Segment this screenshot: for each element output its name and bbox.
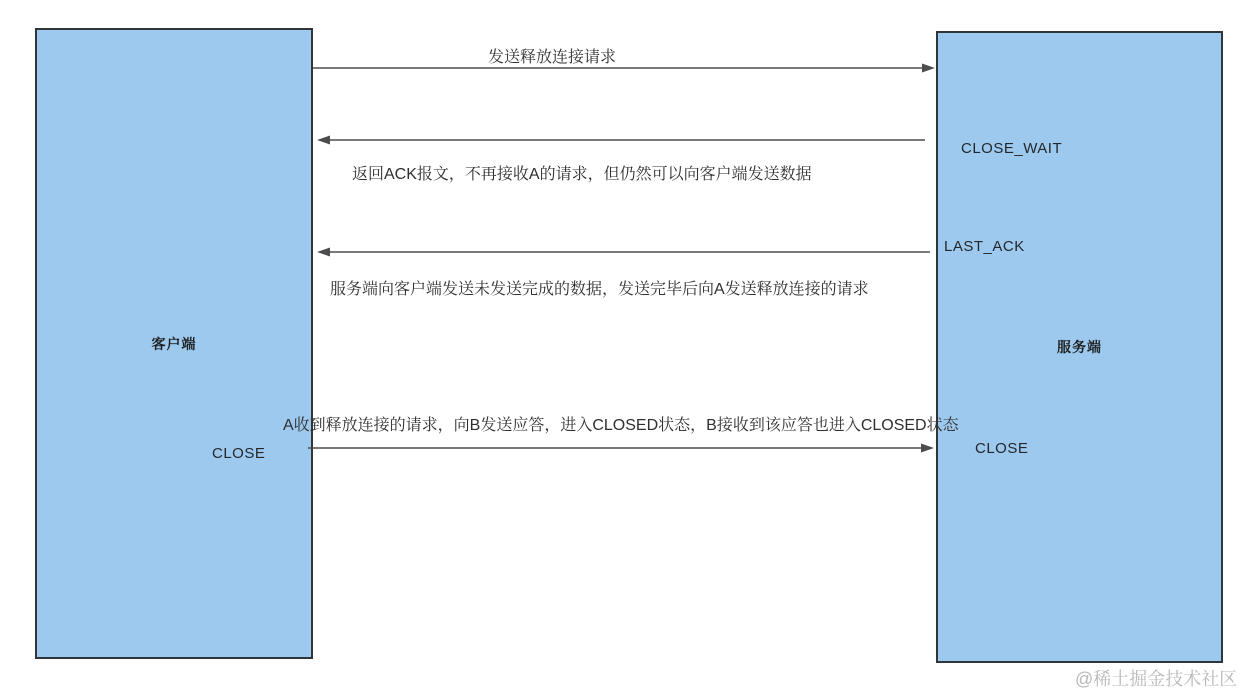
client-state-close: CLOSE <box>212 445 266 462</box>
arrow-ack-reply <box>317 136 925 145</box>
server-state-last-ack: LAST_ACK <box>944 238 1025 255</box>
arrow-fin-request <box>313 64 935 73</box>
client-label: 客户端 <box>151 335 197 352</box>
message-label-final-ack: A收到释放连接的请求，向B发送应答，进入CLOSED状态，B接收到该应答也进入CLOSED状态 <box>283 417 959 434</box>
server-lifeline-box <box>936 31 1223 663</box>
server-state-close: CLOSE <box>975 440 1029 457</box>
client-lifeline-box <box>35 28 313 659</box>
server-state-close-wait: CLOSE_WAIT <box>961 140 1063 157</box>
arrow-server-fin <box>317 248 930 257</box>
message-label-ack-reply: 返回ACK报文，不再接收A的请求，但仍然可以向客户端发送数据 <box>352 166 812 183</box>
message-label-fin-request: 发送释放连接请求 <box>488 49 617 66</box>
server-label: 服务端 <box>1057 339 1102 355</box>
arrow-final-ack <box>308 444 934 453</box>
message-label-server-fin: 服务端向客户端发送未发送完成的数据，发送完毕后向A发送释放连接的请求 <box>330 281 869 298</box>
juejin-watermark: @稀土掘金技术社区 <box>1075 669 1238 689</box>
